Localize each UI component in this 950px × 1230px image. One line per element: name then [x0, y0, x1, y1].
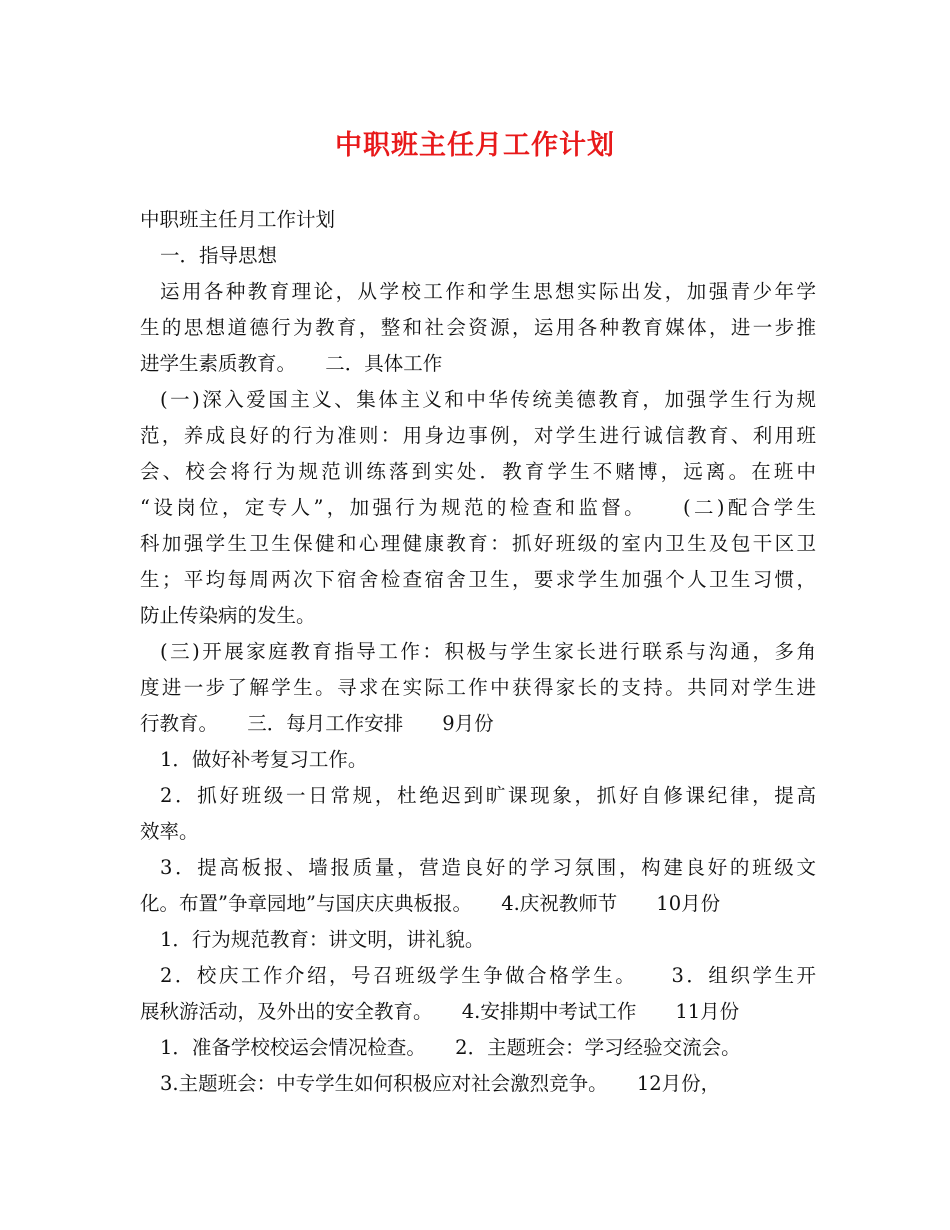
text-line: 3．提高板报、墙报质量，营造良好的学习氛围，构建良好的班级文	[160, 856, 816, 879]
text-line: 会、校会将行为规范训练落到实处．教育学生不赌博，远离。在班中	[140, 460, 816, 483]
text-line: “设岗位，定专人”，加强行为规范的检查和监督。 (二)配合学生	[140, 496, 816, 519]
text-line: 2．抓好班级一日常规，杜绝迟到旷课现象，抓好自修课纪律，提高	[160, 784, 816, 807]
text-line: 1．准备学校校运会情况检查。 2．主题班会：学习经验交流会。	[160, 1036, 741, 1059]
text-line: (三)开展家庭教育指导工作：积极与学生家长进行联系与沟通，多角	[160, 640, 816, 663]
text-line: 化。布置”争章园地”与国庆庆典板报。 4.庆祝教师节 10月份	[140, 892, 721, 915]
text-line: 范，养成良好的行为准则：用身边事例，对学生进行诚信教育、利用班	[140, 424, 816, 447]
text-line: 一．指导思想	[160, 244, 278, 267]
text-line: 度进一步了解学生。寻求在实际工作中获得家长的支持。共同对学生进	[140, 676, 816, 699]
text-line: 生；平均每周两次下宿舍检查宿舍卫生，要求学生加强个人卫生习惯，	[140, 568, 816, 591]
text-line: (一)深入爱国主义、集体主义和中华传统美德教育，加强学生行为规	[160, 388, 816, 411]
document-title: 中职班主任月工作计划	[335, 130, 615, 161]
document-body	[140, 202, 816, 1102]
text-line: 生的思想道德行为教育，整和社会资源，运用各种教育媒体，进一步推	[140, 316, 816, 339]
text-line: 科加强学生卫生保健和心理健康教育：抓好班级的室内卫生及包干区卫	[140, 532, 816, 555]
text-line: 2．校庆工作介绍，号召班级学生争做合格学生。 3．组织学生开	[160, 964, 816, 987]
text-line: 效率。	[140, 820, 199, 843]
text-line: 1．做好补考复习工作。	[160, 748, 368, 771]
text-line: 1．行为规范教育：讲文明，讲礼貌。	[160, 928, 485, 951]
text-line: 防止传染病的发生。	[140, 604, 316, 627]
text-line: 3.主题班会：中专学生如何积极应对社会激烈竞争。 12月份，	[160, 1072, 721, 1095]
text-line: 展秋游活动，及外出的安全教育。 4.安排期中考试工作 11月份	[140, 1000, 740, 1023]
text-line: 中职班主任月工作计划	[140, 208, 336, 231]
text-line: 进学生素质教育。 二．具体工作	[140, 352, 443, 375]
text-line: 运用各种教育理论，从学校工作和学生思想实际出发，加强青少年学	[160, 280, 816, 303]
text-line: 行教育。 三．每月工作安排 9月份	[140, 712, 494, 735]
